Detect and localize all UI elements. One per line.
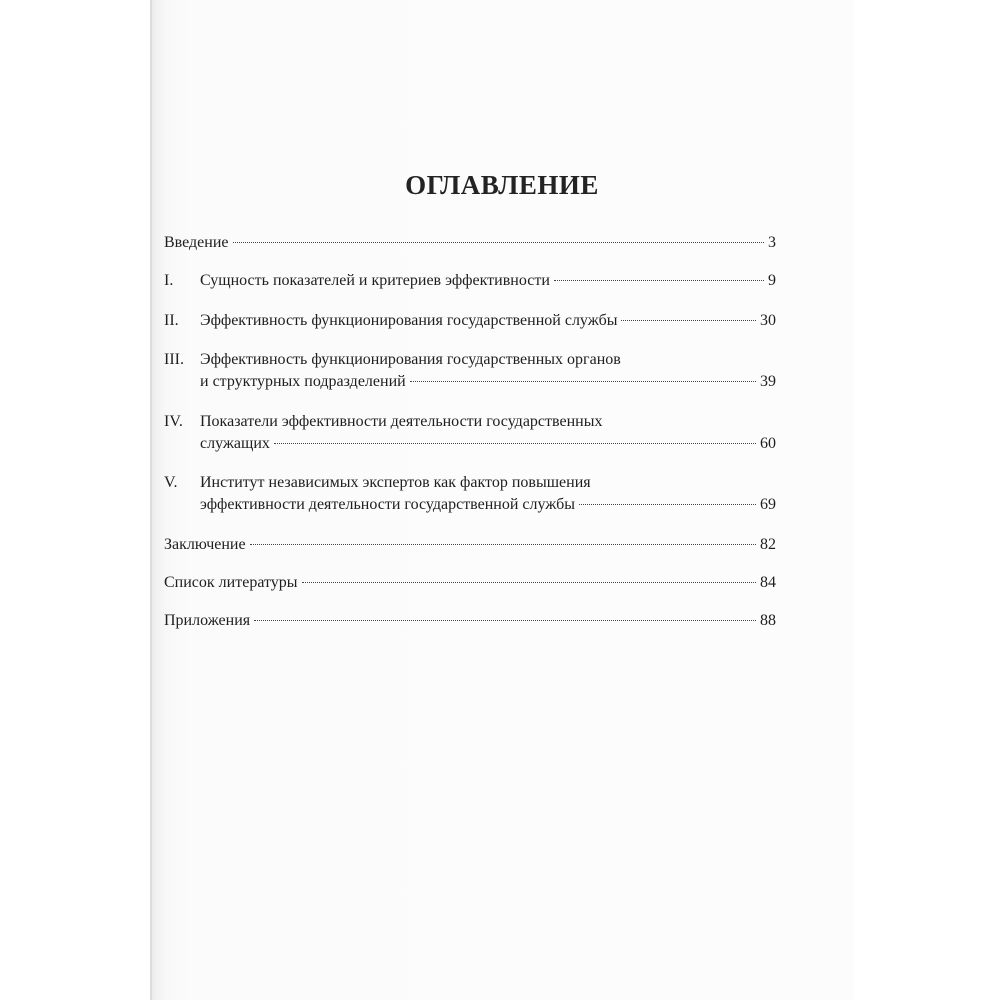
toc-entry-chapter-4[interactable] (164, 411, 776, 455)
toc-page-number: 39 (760, 373, 776, 390)
chapter-number: V. (164, 474, 178, 491)
chapter-number: I. (164, 272, 174, 289)
dot-leader (579, 504, 756, 505)
toc-entry-appendices[interactable] (164, 610, 776, 632)
toc-entry-conclusion[interactable] (164, 534, 776, 556)
dot-leader (621, 320, 756, 321)
toc-entry-label: Введение (164, 234, 229, 251)
toc-entry-label: Эффективность функционирования государственной службы (200, 312, 618, 329)
toc-entry-label-continued: эффективности деятельности государственной службы (200, 496, 576, 513)
chapter-number: IV. (164, 413, 183, 430)
toc-page-number: 69 (760, 496, 776, 513)
dot-leader (274, 443, 756, 444)
toc-entry-chapter-3[interactable] (164, 349, 776, 393)
dot-leader (302, 582, 756, 583)
dot-leader (250, 544, 756, 545)
chapter-number: III. (164, 351, 184, 368)
dot-leader (410, 381, 756, 382)
dot-leader (254, 620, 756, 621)
toc-entry-chapter-1[interactable] (164, 270, 776, 292)
toc-page-number: 84 (760, 574, 776, 591)
table-of-contents (164, 232, 776, 632)
dot-leader (233, 242, 765, 243)
toc-entry-chapter-5[interactable] (164, 472, 776, 516)
toc-entry-label: Список литературы (164, 574, 298, 591)
toc-entry-label: Показатели эффективности деятельности государственных (200, 413, 603, 430)
toc-page-number: 9 (768, 272, 776, 289)
toc-page-number: 3 (768, 234, 776, 251)
toc-entry-label: Сущность показателей и критериев эффективности (200, 272, 550, 289)
page-title: ОГЛАВЛЕНИЕ (405, 170, 599, 200)
page-edge (150, 0, 152, 1000)
toc-entry-chapter-2[interactable] (164, 310, 776, 332)
chapter-number: II. (164, 312, 179, 329)
toc-entry-label-continued: и структурных подразделений (200, 373, 406, 390)
dot-leader (554, 280, 764, 281)
toc-entry-label-continued: служащих (200, 435, 270, 452)
toc-entry-bibliography[interactable] (164, 572, 776, 594)
toc-entry-label: Приложения (164, 612, 251, 629)
toc-entry-label: Заключение (164, 536, 246, 553)
toc-entry-introduction[interactable] (164, 232, 776, 254)
toc-entry-label: Институт независимых экспертов как фактор повышения (200, 474, 591, 491)
toc-page-number: 82 (760, 536, 776, 553)
toc-page-number: 88 (760, 612, 776, 629)
toc-page-number: 30 (760, 312, 776, 329)
toc-entry-label: Эффективность функционирования государственных органов (200, 351, 621, 368)
toc-page-number: 60 (760, 435, 776, 452)
